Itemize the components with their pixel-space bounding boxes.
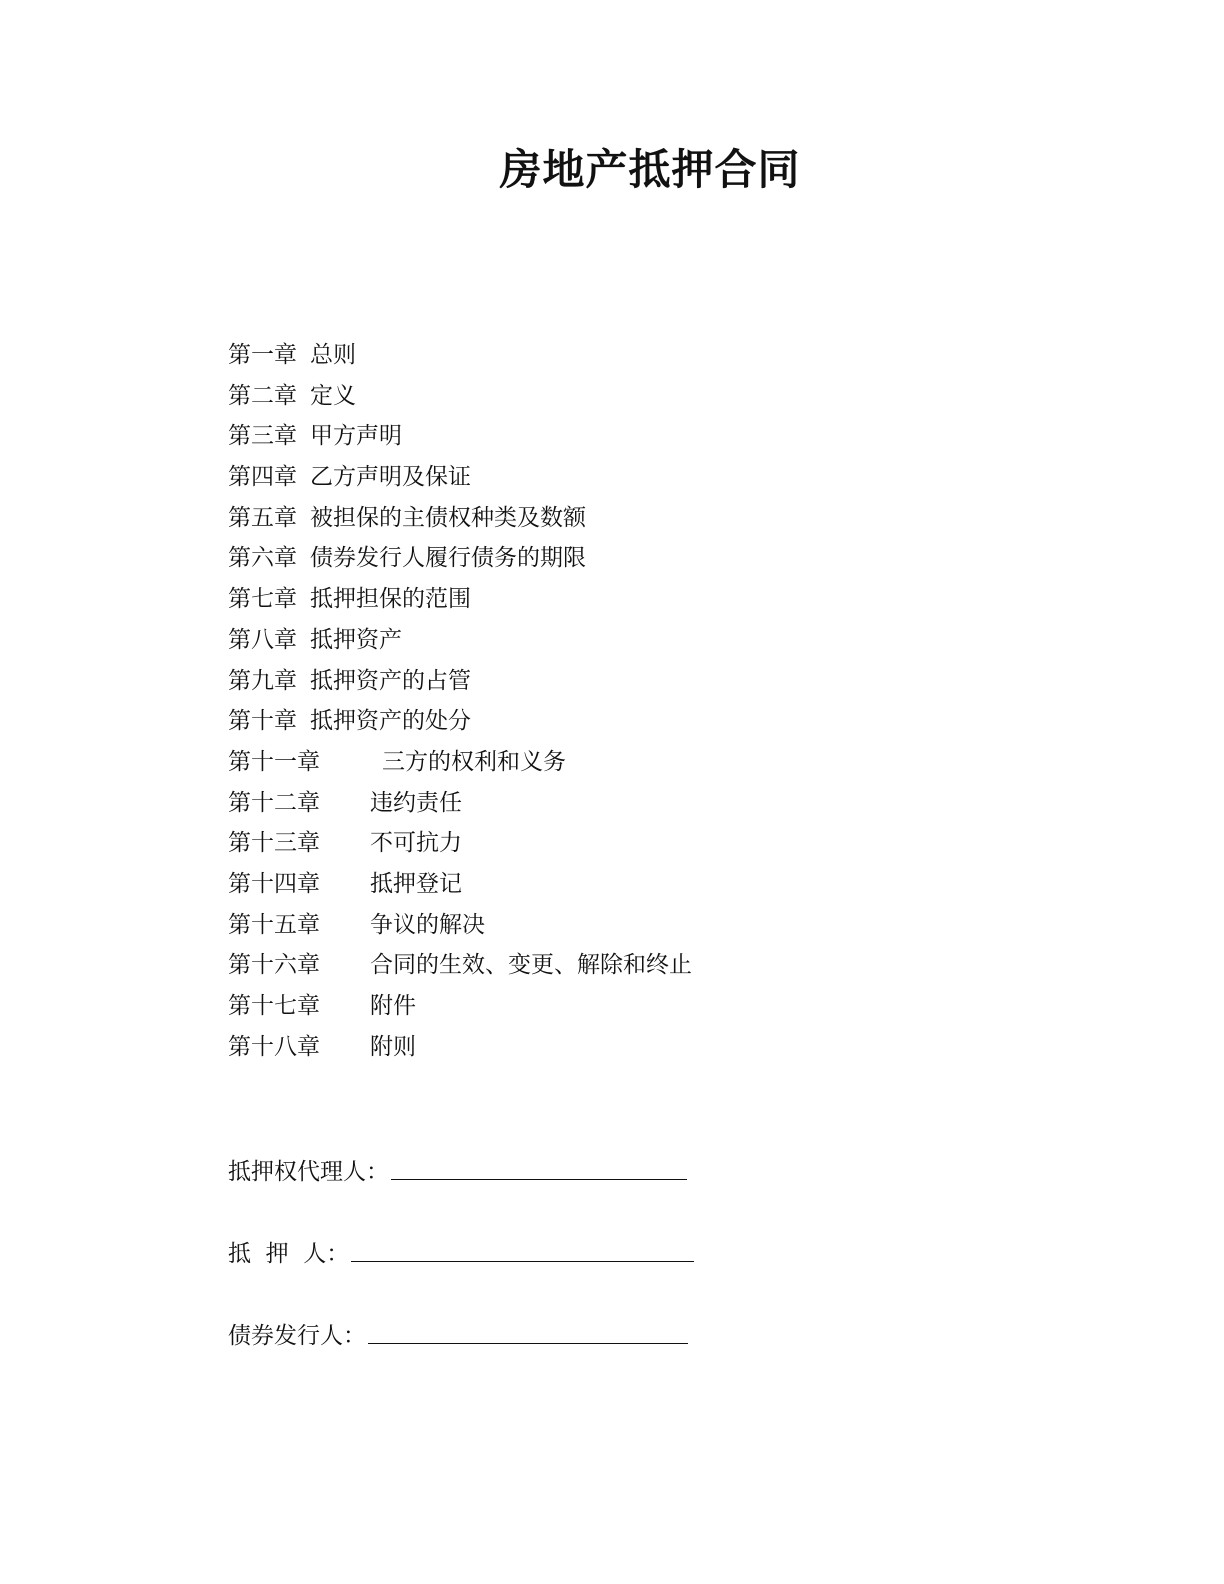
- toc-chapter-title: 定义: [310, 382, 356, 409]
- signature-label: 抵押权代理人：: [228, 1159, 389, 1185]
- toc-item: [228, 907, 692, 948]
- signature-label: 抵 押 人：: [228, 1241, 350, 1267]
- toc-chapter-number: 第十六章: [228, 952, 320, 979]
- toc-item: [228, 744, 692, 785]
- toc-chapter-number: 第十一章: [228, 748, 320, 775]
- toc-item: [228, 663, 692, 704]
- document-title: 房地产抵押合同: [499, 145, 801, 194]
- toc-chapter-title: 被担保的主债权种类及数额: [310, 504, 586, 531]
- toc-chapter-title: 抵押登记: [370, 870, 462, 897]
- toc-item: [228, 337, 692, 378]
- toc-item: [228, 500, 692, 541]
- toc-chapter-title: 乙方声明及保证: [310, 464, 471, 491]
- toc-chapter-title: 争议的解决: [370, 911, 485, 938]
- toc-chapter-title: 合同的生效、变更、解除和终止: [370, 952, 692, 979]
- toc-chapter-title: 抵押资产的占管: [310, 667, 471, 694]
- toc-chapter-title: 甲方声明: [310, 423, 402, 450]
- toc-chapter-number: 第十二章: [228, 789, 320, 816]
- toc-chapter-number: 第二章: [228, 382, 297, 409]
- toc-item: [228, 418, 692, 459]
- toc-chapter-title: 抵押担保的范围: [310, 586, 471, 613]
- toc-item: [228, 459, 692, 500]
- toc-chapter-title: 总则: [310, 342, 356, 368]
- toc-chapter-number: 第十五章: [228, 911, 320, 938]
- signature-bond-issuer: [228, 1316, 688, 1350]
- signature-mortgagee-agent: [228, 1152, 687, 1186]
- toc-chapter-title: 附则: [370, 1033, 416, 1060]
- toc-item: [228, 622, 692, 663]
- toc-chapter-number: 第七章: [228, 586, 297, 613]
- toc-chapter-number: 第九章: [228, 667, 297, 694]
- toc-chapter-number: 第三章: [228, 423, 297, 450]
- toc-item: [228, 866, 692, 907]
- signature-label: 债券发行人：: [228, 1323, 366, 1349]
- toc-item: [228, 581, 692, 622]
- toc-item: [228, 988, 692, 1029]
- table-of-contents: [228, 337, 692, 1069]
- toc-chapter-number: 第十七章: [228, 993, 320, 1019]
- toc-chapter-number: 第一章: [228, 342, 297, 368]
- toc-item: [228, 540, 692, 581]
- toc-chapter-title: 附件: [370, 993, 416, 1019]
- toc-item: [228, 703, 692, 744]
- toc-item: [228, 378, 692, 419]
- toc-chapter-number: 第十四章: [228, 870, 320, 897]
- toc-chapter-number: 第四章: [228, 464, 297, 491]
- toc-chapter-title: 三方的权利和义务: [382, 748, 566, 775]
- toc-chapter-number: 第十章: [228, 708, 297, 735]
- toc-chapter-title: 抵押资产的处分: [310, 708, 471, 735]
- toc-chapter-number: 第六章: [228, 545, 297, 572]
- toc-chapter-number: 第五章: [228, 504, 297, 531]
- toc-chapter-title: 违约责任: [370, 789, 462, 816]
- toc-chapter-number: 第八章: [228, 626, 297, 653]
- signature-blank-line: [368, 1343, 688, 1344]
- signature-blank-line: [351, 1261, 694, 1262]
- toc-item: [228, 785, 692, 826]
- toc-chapter-title: 不可抗力: [370, 830, 462, 857]
- toc-chapter-number: 第十三章: [228, 830, 320, 857]
- toc-item: [228, 825, 692, 866]
- toc-item: [228, 1029, 692, 1070]
- toc-item: [228, 947, 692, 988]
- signature-blank-line: [391, 1179, 687, 1180]
- toc-chapter-title: 抵押资产: [310, 626, 402, 653]
- toc-chapter-number: 第十八章: [228, 1033, 320, 1060]
- signature-mortgagor: [228, 1234, 694, 1268]
- toc-chapter-title: 债券发行人履行债务的期限: [310, 545, 586, 572]
